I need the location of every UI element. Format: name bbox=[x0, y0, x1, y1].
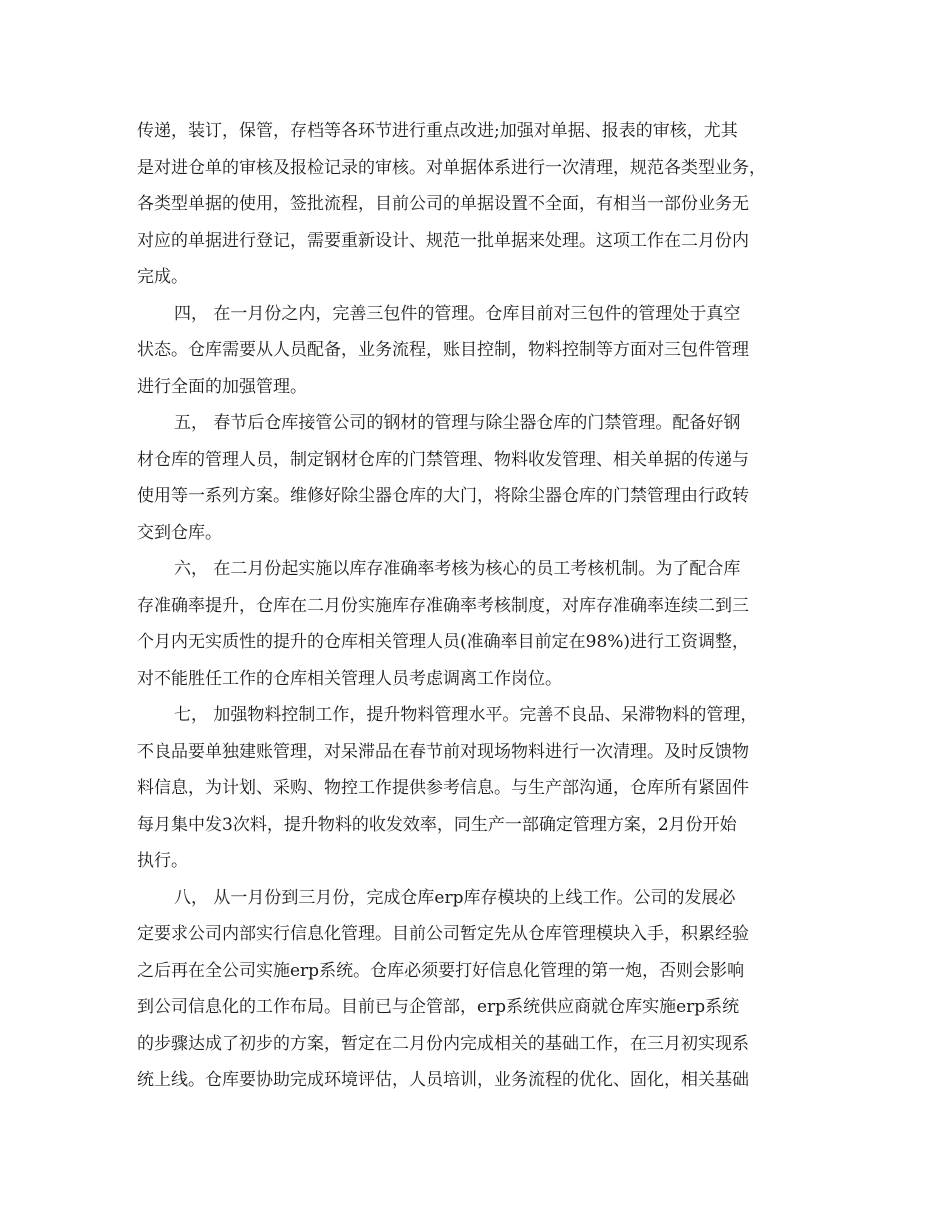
text-line: 到公司信息化的工作布局。目前已与企管部，erp系统供应商就仓库实施erp系统 bbox=[137, 997, 740, 1017]
paragraph-start-line: 七， 加强物料控制工作，提升物料管理水平。完善不良品、呆滞物料的管理， bbox=[174, 705, 758, 725]
text-line: 传递，装订，保管，存档等各环节进行重点改进;加强对单据、报表的审核，尤其 bbox=[137, 121, 738, 141]
text-line: 状态。仓库需要从人员配备，业务流程，账目控制，物料控制等方面对三包件管理 bbox=[137, 340, 749, 360]
text-line: 使用等一系列方案。维修好除尘器仓库的大门，将除尘器仓库的门禁管理由行政转 bbox=[137, 486, 749, 506]
text-line: 各类型单据的使用，签批流程，目前公司的单据设置不全面，有相当一部份业务无 bbox=[137, 194, 749, 214]
text-line: 材仓库的管理人员，制定钢材仓库的门禁管理、物料收发管理、相关单据的传递与 bbox=[137, 449, 749, 470]
text-line: 存准确率提升，仓库在二月份实施库存准确率考核制度，对库存准确率连续二到三 bbox=[137, 595, 749, 616]
text-line: 个月内无实质性的提升的仓库相关管理人员(准确率目前定在98%)进行工资调整， bbox=[137, 632, 750, 652]
document-body bbox=[137, 113, 827, 1099]
text-line: 对应的单据进行登记，需要重新设计、规范一批单据来处理。这项工作在二月份内 bbox=[137, 230, 749, 251]
text-line: 对不能胜任工作的仓库相关管理人员考虑调离工作岗位。 bbox=[137, 668, 562, 689]
paragraph-start-line: 五， 春节后仓库接管公司的钢材的管理与除尘器仓库的门禁管理。配备好钢 bbox=[174, 413, 741, 433]
text-line: 每月集中发3次料，提升物料的收发效率，同生产一部确定管理方案，2月份开始 bbox=[137, 814, 737, 835]
text-line: 执行。 bbox=[137, 851, 188, 871]
text-line: 统上线。仓库要协助完成环境评估，人员培训，业务流程的优化、固化，相关基础 bbox=[137, 1070, 749, 1090]
text-line: 料信息，为计划、采购、物控工作提供参考信息。与生产部沟通，仓库所有紧固件 bbox=[137, 778, 749, 798]
paragraph-start-line: 六， 在二月份起实施以库存准确率考核为核心的员工考核机制。为了配合库 bbox=[174, 559, 741, 579]
paragraph-start-line: 四， 在一月份之内，完善三包件的管理。仓库目前对三包件的管理处于真空 bbox=[174, 303, 741, 324]
text-line: 是对进仓单的审核及报检记录的审核。对单据体系进行一次清理，规范各类型业务， bbox=[137, 157, 766, 178]
text-line: 交到仓库。 bbox=[137, 522, 222, 543]
text-line: 定要求公司内部实行信息化管理。目前公司暂定先从仓库管理模块入手，积累经验 bbox=[137, 924, 749, 944]
text-line: 之后再在全公司实施erp系统。仓库必须要打好信息化管理的第一炮，否则会影响 bbox=[137, 960, 745, 981]
text-line: 的步骤达成了初步的方案，暂定在二月份内完成相关的基础工作，在三月初实现系 bbox=[137, 1033, 749, 1054]
text-line: 完成。 bbox=[137, 267, 188, 287]
text-line: 不良品要单独建账管理，对呆滞品在春节前对现场物料进行一次清理。及时反馈物 bbox=[137, 741, 749, 762]
text-line: 进行全面的加强管理。 bbox=[137, 376, 307, 397]
paragraph-start-line: 八， 从一月份到三月份，完成仓库erp库存模块的上线工作。公司的发展必 bbox=[174, 887, 736, 908]
